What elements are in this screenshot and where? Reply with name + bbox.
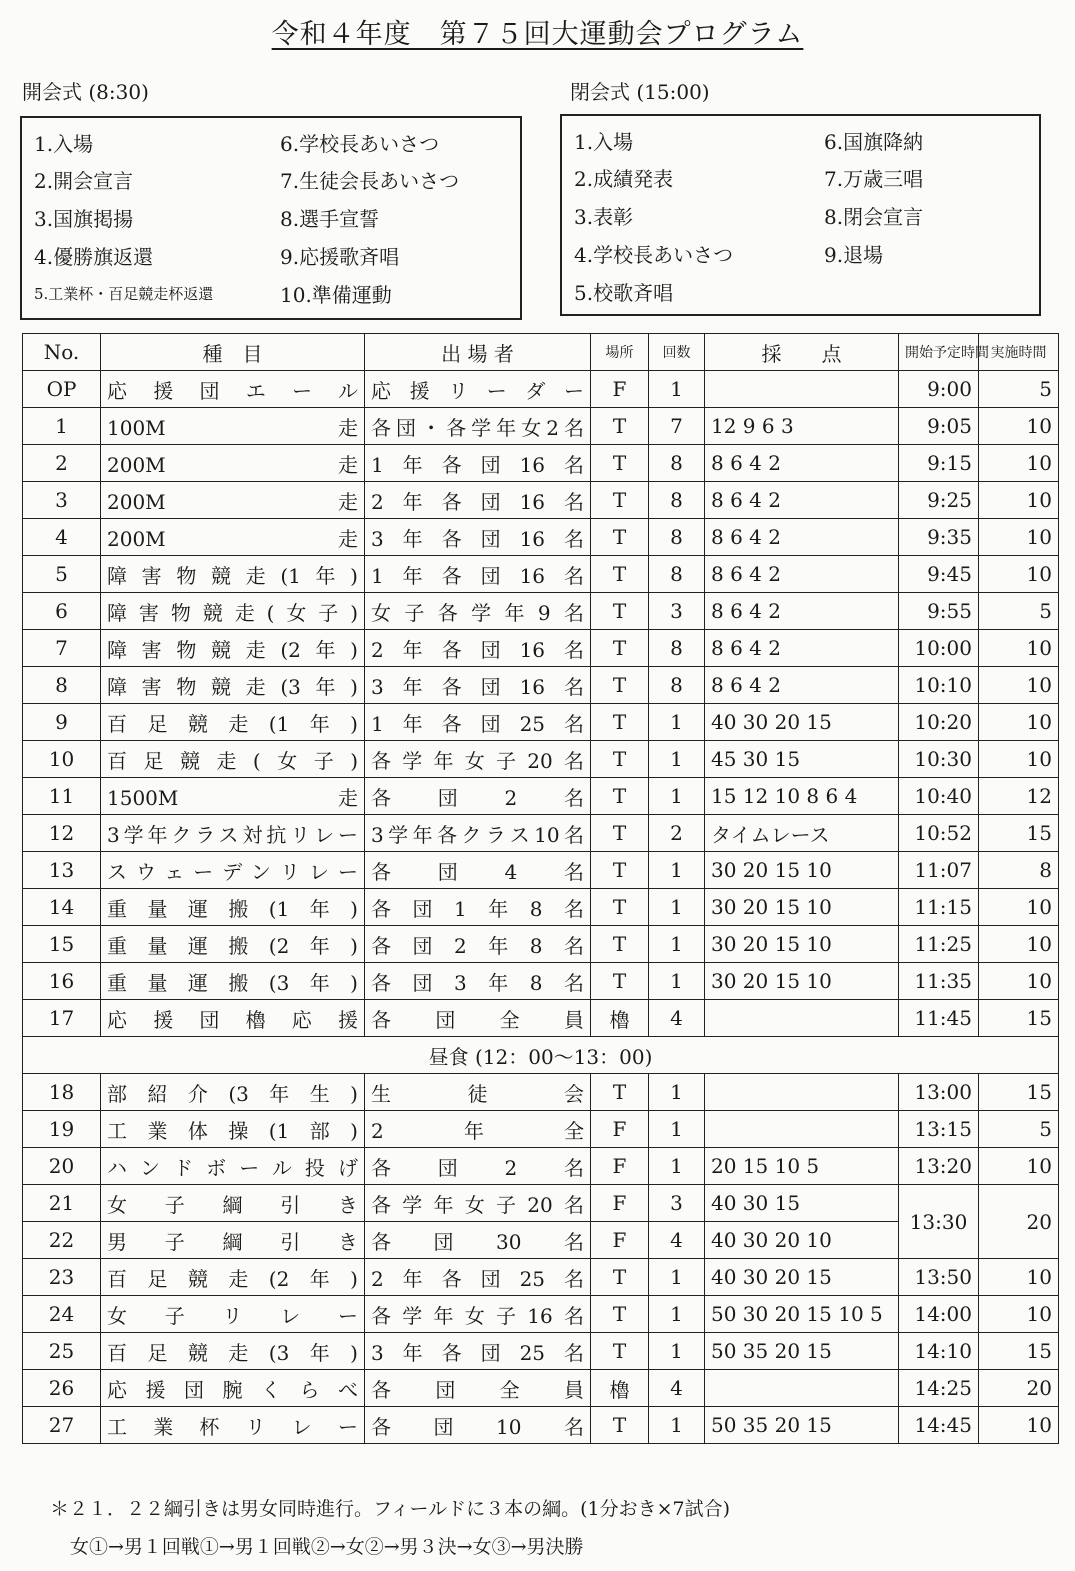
cell-score: 40 30 20 10 xyxy=(705,1222,899,1259)
cell-count: 1 xyxy=(649,371,705,408)
cell-no: 21 xyxy=(23,1185,101,1222)
cell-count: 3 xyxy=(649,593,705,630)
cell-event: 200M走 xyxy=(101,519,365,556)
cell-count: 1 xyxy=(649,852,705,889)
cell-participants: 女子各学年9名 xyxy=(365,593,591,630)
closing-ceremony-box xyxy=(560,114,1041,316)
cell-place: T xyxy=(591,445,649,482)
cell-place: T xyxy=(591,815,649,852)
table-row xyxy=(23,852,1059,889)
cell-score: 45 30 15 xyxy=(705,741,899,778)
cell-start-time: 11:45 xyxy=(899,1000,979,1037)
closing-item: 9.退場 xyxy=(824,243,884,267)
cell-score: 30 20 15 10 xyxy=(705,926,899,963)
cell-place: T xyxy=(591,1296,649,1333)
cell-start-time: 14:45 xyxy=(899,1407,979,1444)
opening-item: 4.優勝旗返還 xyxy=(34,245,154,269)
cell-no: 23 xyxy=(23,1259,101,1296)
cell-participants: 各団4名 xyxy=(365,852,591,889)
cell-place: T xyxy=(591,704,649,741)
cell-duration: 15 xyxy=(979,1000,1059,1037)
cell-duration: 15 xyxy=(979,1074,1059,1111)
header-score: 採 点 xyxy=(705,334,899,371)
cell-participants: 各学年女子16名 xyxy=(365,1296,591,1333)
cell-place: T xyxy=(591,1074,649,1111)
header-place: 場所 xyxy=(591,334,649,371)
cell-count: 1 xyxy=(649,1296,705,1333)
cell-place: T xyxy=(591,556,649,593)
lunch-section xyxy=(23,1037,1059,1074)
closing-item: 2.成績発表 xyxy=(574,167,674,191)
cell-no: 18 xyxy=(23,1074,101,1111)
cell-participants: 各学年女子20名 xyxy=(365,1185,591,1222)
cell-score xyxy=(705,1000,899,1037)
cell-duration: 10 xyxy=(979,741,1059,778)
lunch-label: 昼食 (12：00〜13：00) xyxy=(23,1037,1059,1074)
cell-no: 13 xyxy=(23,852,101,889)
cell-start-time: 9:55 xyxy=(899,593,979,630)
table-row xyxy=(23,1185,1059,1222)
cell-place: T xyxy=(591,667,649,704)
cell-count: 4 xyxy=(649,1222,705,1259)
cell-duration: 10 xyxy=(979,1407,1059,1444)
table-row xyxy=(23,445,1059,482)
opening-ceremony-box xyxy=(20,116,522,320)
cell-duration: 10 xyxy=(979,1148,1059,1185)
cell-count: 1 xyxy=(649,1111,705,1148)
cell-no: 25 xyxy=(23,1333,101,1370)
lunch-row xyxy=(23,1037,1059,1074)
page-title: 令和４年度 第７５回大運動会プログラム xyxy=(271,19,804,50)
cell-participants: 各団全員 xyxy=(365,1370,591,1407)
cell-no: 1 xyxy=(23,408,101,445)
cell-score: 8 6 4 2 xyxy=(705,630,899,667)
cell-duration: 10 xyxy=(979,1259,1059,1296)
table-row xyxy=(23,482,1059,519)
cell-score: 8 6 4 2 xyxy=(705,593,899,630)
cell-start-time: 11:35 xyxy=(899,963,979,1000)
cell-no: 7 xyxy=(23,630,101,667)
cell-start-time: 11:15 xyxy=(899,889,979,926)
cell-duration: 10 xyxy=(979,667,1059,704)
cell-event: 百足競走(女子) xyxy=(101,741,365,778)
cell-no: 12 xyxy=(23,815,101,852)
cell-count: 3 xyxy=(649,1185,705,1222)
table-row xyxy=(23,371,1059,408)
cell-count: 1 xyxy=(649,1333,705,1370)
closing-ceremony-label: 閉会式 (15:00) xyxy=(570,80,710,104)
cell-score xyxy=(705,1370,899,1407)
opening-item: 1.入場 xyxy=(34,132,94,156)
cell-participants: 各団1年8名 xyxy=(365,889,591,926)
cell-duration: 8 xyxy=(979,852,1059,889)
program-table xyxy=(22,333,1059,1444)
cell-start-time: 14:25 xyxy=(899,1370,979,1407)
cell-place: F xyxy=(591,371,649,408)
cell-participants: 各団30名 xyxy=(365,1222,591,1259)
cell-participants: 2年各団16名 xyxy=(365,482,591,519)
cell-place: T xyxy=(591,630,649,667)
cell-event: 百足競走(1年) xyxy=(101,704,365,741)
cell-score xyxy=(705,1074,899,1111)
cell-duration: 5 xyxy=(979,593,1059,630)
cell-start-time: 9:15 xyxy=(899,445,979,482)
cell-duration: 10 xyxy=(979,408,1059,445)
cell-duration: 10 xyxy=(979,1296,1059,1333)
cell-count: 1 xyxy=(649,926,705,963)
table-row xyxy=(23,593,1059,630)
cell-place: T xyxy=(591,408,649,445)
closing-item: 6.国旗降納 xyxy=(824,130,924,154)
table-row xyxy=(23,1259,1059,1296)
cell-score xyxy=(705,371,899,408)
cell-score: 40 30 15 xyxy=(705,1185,899,1222)
opening-item: 10.準備運動 xyxy=(280,283,392,307)
closing-item: 1.入場 xyxy=(574,130,634,154)
table-row xyxy=(23,889,1059,926)
closing-item: 4.学校長あいさつ xyxy=(574,243,734,267)
cell-score: 8 6 4 2 xyxy=(705,482,899,519)
cell-no: 6 xyxy=(23,593,101,630)
afternoon-rows-b xyxy=(23,1259,1059,1444)
cell-start-time: 14:00 xyxy=(899,1296,979,1333)
cell-no: 16 xyxy=(23,963,101,1000)
cell-place: T xyxy=(591,926,649,963)
cell-count: 1 xyxy=(649,741,705,778)
cell-duration: 15 xyxy=(979,1333,1059,1370)
cell-score: 8 6 4 2 xyxy=(705,445,899,482)
cell-score: 30 20 15 10 xyxy=(705,963,899,1000)
cell-no: 15 xyxy=(23,926,101,963)
cell-duration: 10 xyxy=(979,704,1059,741)
afternoon-rows-a xyxy=(23,1074,1059,1185)
cell-duration: 20 xyxy=(979,1370,1059,1407)
note-match-order: 女①→男１回戦①→男１回戦②→女②→男３決→女③→男決勝 xyxy=(70,1536,584,1558)
cell-place: T xyxy=(591,963,649,1000)
cell-place: T xyxy=(591,1259,649,1296)
cell-duration: 10 xyxy=(979,963,1059,1000)
cell-event: 重量運搬(1年) xyxy=(101,889,365,926)
cell-participants: 1年各団16名 xyxy=(365,556,591,593)
cell-no: 26 xyxy=(23,1370,101,1407)
cell-participants: 2年全 xyxy=(365,1111,591,1148)
cell-event: 障害物競走(2年) xyxy=(101,630,365,667)
cell-count: 1 xyxy=(649,1407,705,1444)
cell-count: 1 xyxy=(649,1259,705,1296)
cell-duration: 10 xyxy=(979,926,1059,963)
cell-event: 障害物競走(女子) xyxy=(101,593,365,630)
cell-participants: 3年各団25名 xyxy=(365,1333,591,1370)
cell-count: 1 xyxy=(649,889,705,926)
cell-event: 3学年クラス対抗リレー xyxy=(101,815,365,852)
cell-duration: 10 xyxy=(979,445,1059,482)
cell-start-time: 9:00 xyxy=(899,371,979,408)
cell-count: 8 xyxy=(649,445,705,482)
cell-score: 40 30 20 15 xyxy=(705,1259,899,1296)
cell-participants: 各団・各学年女2名 xyxy=(365,408,591,445)
header-count: 回数 xyxy=(649,334,705,371)
cell-event: 応援団エール xyxy=(101,371,365,408)
cell-start-time: 13:15 xyxy=(899,1111,979,1148)
table-row xyxy=(23,1296,1059,1333)
cell-score: 30 20 15 10 xyxy=(705,889,899,926)
header-no: No. xyxy=(23,334,101,371)
table-row xyxy=(23,1111,1059,1148)
cell-score: 50 30 20 15 10 5 xyxy=(705,1296,899,1333)
cell-event: 男子綱引き xyxy=(101,1222,365,1259)
cell-score: 50 35 20 15 xyxy=(705,1407,899,1444)
opening-item: 2.開会宣言 xyxy=(34,169,134,193)
cell-no: 5 xyxy=(23,556,101,593)
header-duration: 実施時間 xyxy=(979,334,1059,371)
cell-count: 4 xyxy=(649,1000,705,1037)
cell-participants: 2年各団16名 xyxy=(365,630,591,667)
cell-start-time: 11:07 xyxy=(899,852,979,889)
cell-place: 櫓 xyxy=(591,1370,649,1407)
table-row xyxy=(23,667,1059,704)
cell-start-time: 10:52 xyxy=(899,815,979,852)
cell-event: 障害物競走(3年) xyxy=(101,667,365,704)
cell-start-time: 14:10 xyxy=(899,1333,979,1370)
cell-start-time: 13:50 xyxy=(899,1259,979,1296)
cell-start-time: 9:45 xyxy=(899,556,979,593)
cell-place: T xyxy=(591,593,649,630)
cell-start-time: 9:05 xyxy=(899,408,979,445)
cell-participants: 各団3年8名 xyxy=(365,963,591,1000)
table-row xyxy=(23,1148,1059,1185)
cell-participants: 1年各団25名 xyxy=(365,704,591,741)
note-tug-of-war: ＊２１．２２綱引きは男女同時進行。フィールドに３本の綱。(1分おき×7試合) xyxy=(50,1498,731,1520)
cell-duration: 12 xyxy=(979,778,1059,815)
opening-item: 6.学校長あいさつ xyxy=(280,132,440,156)
cell-no: 20 xyxy=(23,1148,101,1185)
table-row xyxy=(23,704,1059,741)
cell-start-time: 10:20 xyxy=(899,704,979,741)
cell-score: 30 20 15 10 xyxy=(705,852,899,889)
cell-duration: 5 xyxy=(979,1111,1059,1148)
cell-event: 応援団腕くらべ xyxy=(101,1370,365,1407)
cell-place: T xyxy=(591,741,649,778)
cell-no: 2 xyxy=(23,445,101,482)
cell-event: 工業杯リレー xyxy=(101,1407,365,1444)
cell-count: 7 xyxy=(649,408,705,445)
cell-duration: 15 xyxy=(979,815,1059,852)
cell-place: T xyxy=(591,852,649,889)
cell-place: T xyxy=(591,519,649,556)
cell-place: F xyxy=(591,1111,649,1148)
cell-score: タイムレース xyxy=(705,815,899,852)
cell-no: 4 xyxy=(23,519,101,556)
table-row xyxy=(23,630,1059,667)
cell-count: 2 xyxy=(649,815,705,852)
cell-participants: 3学年各クラス10名 xyxy=(365,815,591,852)
closing-item: 3.表彰 xyxy=(574,205,634,229)
cell-start-time: 9:25 xyxy=(899,482,979,519)
cell-no: 9 xyxy=(23,704,101,741)
cell-count: 8 xyxy=(649,519,705,556)
cell-no: 22 xyxy=(23,1222,101,1259)
cell-start-time: 13:30 xyxy=(899,1185,979,1259)
cell-participants: 1年各団16名 xyxy=(365,445,591,482)
cell-place: F xyxy=(591,1148,649,1185)
cell-event: 部紹介(3年生) xyxy=(101,1074,365,1111)
cell-count: 8 xyxy=(649,482,705,519)
table-row xyxy=(23,1407,1059,1444)
opening-item: 5.工業杯・百足競走杯返還 xyxy=(34,285,214,303)
cell-start-time: 9:35 xyxy=(899,519,979,556)
cell-count: 4 xyxy=(649,1370,705,1407)
cell-duration: 10 xyxy=(979,482,1059,519)
cell-no: 11 xyxy=(23,778,101,815)
cell-duration: 5 xyxy=(979,371,1059,408)
cell-participants: 3年各団16名 xyxy=(365,667,591,704)
cell-start-time: 11:25 xyxy=(899,926,979,963)
cell-no: 24 xyxy=(23,1296,101,1333)
closing-item: 8.閉会宣言 xyxy=(824,205,924,229)
cell-place: 櫓 xyxy=(591,1000,649,1037)
cell-place: T xyxy=(591,482,649,519)
cell-event: 重量運搬(2年) xyxy=(101,926,365,963)
closing-item: 5.校歌斉唱 xyxy=(574,281,674,305)
cell-no: 27 xyxy=(23,1407,101,1444)
cell-place: T xyxy=(591,1407,649,1444)
cell-duration: 10 xyxy=(979,556,1059,593)
cell-event: スウェーデンリレー xyxy=(101,852,365,889)
cell-score: 40 30 20 15 xyxy=(705,704,899,741)
cell-score: 8 6 4 2 xyxy=(705,519,899,556)
cell-start-time: 13:20 xyxy=(899,1148,979,1185)
cell-participants: 2年各団25名 xyxy=(365,1259,591,1296)
table-row xyxy=(23,778,1059,815)
cell-place: F xyxy=(591,1222,649,1259)
header-start-time: 開始予定時間 xyxy=(899,334,979,371)
table-row xyxy=(23,1333,1059,1370)
cell-event: 200M走 xyxy=(101,482,365,519)
opening-ceremony-label: 開会式 (8:30) xyxy=(22,80,149,104)
cell-score: 20 15 10 5 xyxy=(705,1148,899,1185)
cell-event: ハンドボール投げ xyxy=(101,1148,365,1185)
cell-participants: 各団2名 xyxy=(365,1148,591,1185)
cell-score: 8 6 4 2 xyxy=(705,667,899,704)
cell-no: 19 xyxy=(23,1111,101,1148)
cell-no: 17 xyxy=(23,1000,101,1037)
table-row xyxy=(23,1074,1059,1111)
table-row xyxy=(23,815,1059,852)
table-row xyxy=(23,963,1059,1000)
opening-item: 7.生徒会長あいさつ xyxy=(280,169,460,193)
cell-count: 8 xyxy=(649,667,705,704)
cell-participants: 各学年女子20名 xyxy=(365,741,591,778)
cell-score: 50 35 20 15 xyxy=(705,1333,899,1370)
cell-participants: 各団2名 xyxy=(365,778,591,815)
cell-no: 10 xyxy=(23,741,101,778)
cell-count: 1 xyxy=(649,1148,705,1185)
cell-count: 8 xyxy=(649,556,705,593)
table-row xyxy=(23,926,1059,963)
closing-item: 7.万歳三唱 xyxy=(824,167,924,191)
cell-event: 200M走 xyxy=(101,445,365,482)
cell-count: 8 xyxy=(649,630,705,667)
morning-rows xyxy=(23,371,1059,1037)
cell-score: 12 9 6 3 xyxy=(705,408,899,445)
cell-count: 1 xyxy=(649,704,705,741)
cell-participants: 各団10名 xyxy=(365,1407,591,1444)
table-header-row xyxy=(23,334,1059,371)
cell-event: 障害物競走(1年) xyxy=(101,556,365,593)
cell-place: F xyxy=(591,1185,649,1222)
cell-participants: 各団全員 xyxy=(365,1000,591,1037)
table-row xyxy=(23,1370,1059,1407)
cell-start-time: 10:10 xyxy=(899,667,979,704)
cell-score: 8 6 4 2 xyxy=(705,556,899,593)
cell-start-time: 10:40 xyxy=(899,778,979,815)
cell-no: 14 xyxy=(23,889,101,926)
table-row xyxy=(23,408,1059,445)
cell-participants: 生徒会 xyxy=(365,1074,591,1111)
cell-event: 重量運搬(3年) xyxy=(101,963,365,1000)
cell-event: 100M走 xyxy=(101,408,365,445)
opening-item: 8.選手宣誓 xyxy=(280,207,380,231)
cell-no: OP xyxy=(23,371,101,408)
cell-event: 女子綱引き xyxy=(101,1185,365,1222)
cell-event: 百足競走(3年) xyxy=(101,1333,365,1370)
cell-duration: 10 xyxy=(979,519,1059,556)
cell-start-time: 13:00 xyxy=(899,1074,979,1111)
cell-score: 15 12 10 8 6 4 xyxy=(705,778,899,815)
cell-event: 百足競走(2年) xyxy=(101,1259,365,1296)
cell-participants: 各団2年8名 xyxy=(365,926,591,963)
cell-score xyxy=(705,1111,899,1148)
table-row xyxy=(23,1000,1059,1037)
opening-item: 3.国旗掲揚 xyxy=(34,207,134,231)
header-event: 種 目 xyxy=(101,334,365,371)
cell-event: 女子リレー xyxy=(101,1296,365,1333)
cell-count: 1 xyxy=(649,963,705,1000)
cell-no: 8 xyxy=(23,667,101,704)
cell-count: 1 xyxy=(649,778,705,815)
cell-event: 工業体操(1部) xyxy=(101,1111,365,1148)
cell-participants: 応援リーダー xyxy=(365,371,591,408)
table-row xyxy=(23,741,1059,778)
cell-event: 1500M走 xyxy=(101,778,365,815)
tug-of-war-rows xyxy=(23,1185,1059,1259)
cell-place: T xyxy=(591,778,649,815)
cell-duration: 10 xyxy=(979,889,1059,926)
cell-event: 応援団櫓応援 xyxy=(101,1000,365,1037)
table-row xyxy=(23,556,1059,593)
cell-start-time: 10:30 xyxy=(899,741,979,778)
cell-participants: 3年各団16名 xyxy=(365,519,591,556)
table-row xyxy=(23,519,1059,556)
cell-duration: 20 xyxy=(979,1185,1059,1259)
cell-no: 3 xyxy=(23,482,101,519)
header-participants: 出 場 者 xyxy=(365,334,591,371)
cell-place: T xyxy=(591,889,649,926)
cell-duration: 10 xyxy=(979,630,1059,667)
cell-start-time: 10:00 xyxy=(899,630,979,667)
cell-place: T xyxy=(591,1333,649,1370)
opening-item: 9.応援歌斉唱 xyxy=(280,245,400,269)
cell-count: 1 xyxy=(649,1074,705,1111)
